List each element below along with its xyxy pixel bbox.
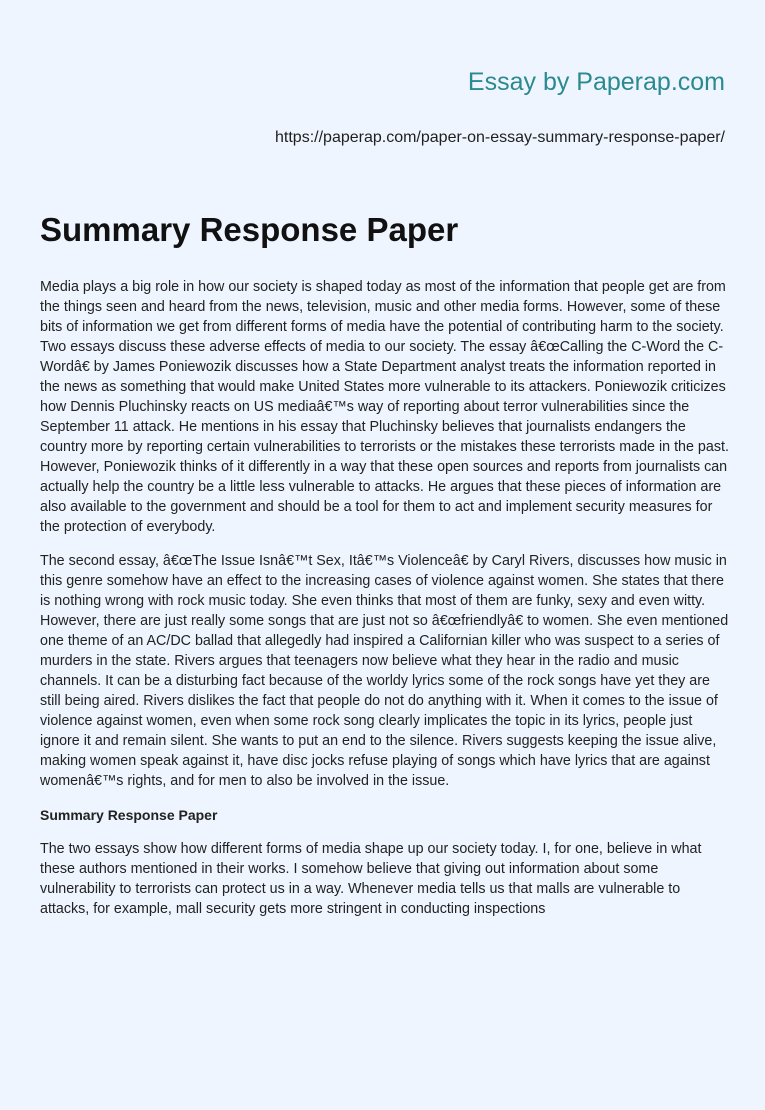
essay-paragraph: Media plays a big role in how our society is shaped today as most of the information that people get are from the things seen and heard from the news, television, music and other media forms. However, some of these bits of information we get from different forms of media have the potential of contributing harm to the society. Two essays discuss these adverse effects of media to our society. The essay â€œCalling the C-Word the C-Wordâ€ by James Poniewozik discusses how a State Department analyst treats the information reported in the news as something that would make United States more vulnerable to its attackers. Poniewozik criticizes how Dennis Pluchinsky reacts on US mediaâ€™s way of reporting about terror vulnerabilities since the September 11 attack. He mentions in his essay that Pluchinsky believes that journalists endangers the country more by reporting certain vulnerabilities to terrorists or the mistakes these terrorists made in the past. However, Poniewozik thinks of it differently in a way that these open sources and reports from journalists can actually help the country be a little less vulnerable to attacks. He argues that these pieces of information are also available to the government and should be a tool for them to act and implement security measures for the protection of everybody. [40,279,729,535]
section-heading: Summary Response Paper [40,807,218,823]
essay-body [40,277,730,933]
source-url[interactable]: https://paperap.com/paper-on-essay-summary-response-paper/ [275,129,725,146]
site-brand-link[interactable]: Essay by Paperap.com [467,68,725,96]
essay-paragraph: The second essay, â€œThe Issue Isnâ€™t Sex, Itâ€™s Violenceâ€ by Caryl Rivers, discusses how music in this genre somehow have an effect to the increasing cases of violence against women. She states that there is nothing wrong with rock music today. She even thinks that most of them are funky, sexy and even witty. However, there are just really some songs that are just not so â€œfriendlyâ€ to women. She even mentioned one theme of an AC/DC ballad that allegedly had inspired a Californian killer who was suspect to a series of murders in the state. Rivers argues that teenagers now believe what they hear in the radio and music channels. It can be a disturbing fact because of the worldy lyrics some of the rock songs have yet they are still being aired. Rivers dislikes the fact that people do not do anything with it. When it comes to the issue of violence against women, even when some rock song clearly implicates the topic in its lyrics, people just ignore it and remain silent. She wants to put an end to the silence. Rivers suggests keeping the issue alive, making women speak against it, have disc jocks refuse playing of songs which have lyrics that are against womenâ€™s rights, and for men to also be involved in the issue. [40,553,729,789]
page-title: Summary Response Paper [40,211,459,248]
essay-paragraph: The two essays show how different forms of media shape up our society today. I, for one, believe in what these authors mentioned in their works. I somehow believe that giving out information about some vulnerability to terrorists can protect us in a way. Whenever media tells us that malls are vulnerable to attacks, for example, mall security gets more stringent in conducting inspections [40,841,702,917]
